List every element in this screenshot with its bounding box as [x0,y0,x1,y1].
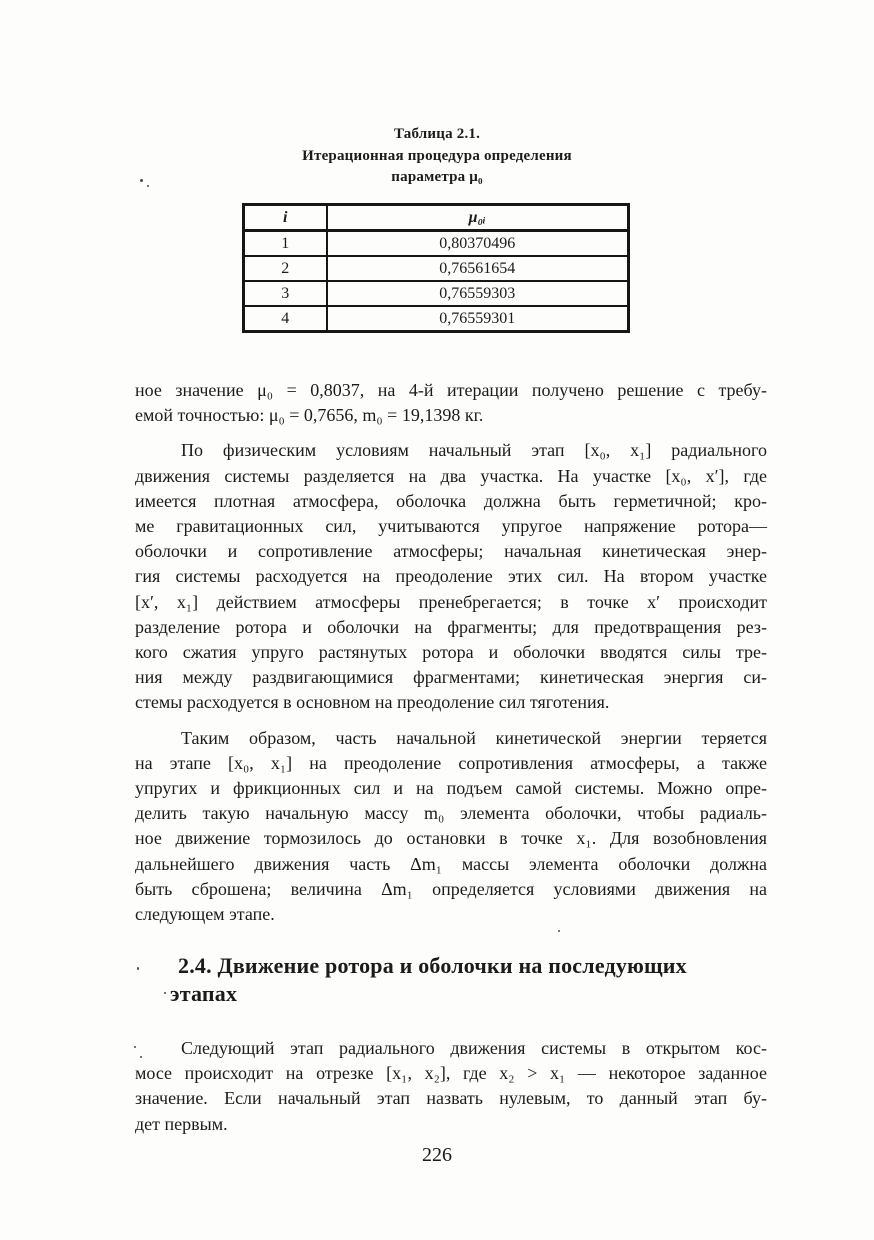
cell-mu-value: 0,76561654 [327,256,629,281]
table-caption [242,124,632,189]
text-line: оболочки и сопротивление атмосферы; начальная кинетическая энер- [135,541,767,562]
scan-speck [140,179,143,182]
text-line: Таким образом, часть начальной кинетической энергии теряется [181,727,767,748]
page-number: 226 [422,1144,452,1166]
text-line: делить такую начальную массу m₀ элемента оболочки, чтобы радиаль- [135,803,767,824]
text-line: движения системы разделяется на два участка. На участке [x₀, x′], где [135,465,767,486]
section-heading-line: 2.4. Движение ротора и оболочки на последующих [178,953,687,978]
body-text-after-heading [135,1036,767,1137]
scan-speck [164,992,166,994]
scan-speck [147,185,149,187]
cell-iteration: 1 [244,231,327,257]
text-line: [x′, x₁] действием атмосферы пренебрегается; в точке x′ происходит [135,591,767,612]
text-line: кого сжатия упруго растянутых ротора и оболочки вводятся силы тре- [135,642,767,663]
text-line: ния между раздвигающимися фрагментами; кинетическая энергия си- [135,667,767,688]
cell-mu-value: 0,76559303 [327,281,629,306]
body-text [135,378,767,927]
paragraph [135,438,767,715]
paragraph [135,726,767,928]
cell-iteration: 2 [244,256,327,281]
text-line: имеется плотная атмосфера, оболочка должна быть герметичной; кро- [135,490,767,511]
text-line: ное движение тормозилось до остановки в точке x₁. Для возобновления [135,828,767,849]
text-line: гия системы расходуется на преодоление этих сил. На втором участке [135,566,767,587]
section-heading-line: этапах [170,981,238,1006]
text-line: мосе происходит на отрезке [x₁, x₂], где x₂ > x₁ — некоторое заданное [135,1063,767,1084]
text-line: ме гравитационных сил, учитываются упругое напряжение ротора— [135,516,767,537]
table-row [244,281,629,306]
table-row [244,256,629,281]
paragraph-continuation [135,378,767,428]
table-header-row [244,205,629,231]
text-line: следующем этапе. [135,904,275,925]
column-header-mu: μ₀ᵢ [327,205,629,231]
table-caption-text: Итерационная процедура определения [302,147,572,164]
text-line: дальнейшего движения часть Δm₁ массы элемента оболочки должна [135,853,767,874]
text-line: По физическим условиям начальный этап [x₀, x₁] радиального [181,440,767,461]
text-line: на этапе [x₀, x₁] на преодоление сопротивления атмосферы, а также [135,752,767,773]
scan-speck [137,967,139,970]
text-line: Следующий этап радиального движения системы в открытом кос- [181,1038,767,1058]
text-line: емой точностью: μ₀ = 0,7656, m₀ = 19,1398 кг. [135,405,484,426]
text-line: разделение ротора и оболочки на фрагменты; для предотвращения рез- [135,616,767,637]
table-caption-text: параметра μ₀ [391,169,483,185]
cell-iteration: 4 [244,306,327,332]
section-heading [170,952,778,1008]
text-line: быть сброшена; величина Δm₁ определяется условиями движения на [135,878,767,899]
cell-iteration: 3 [244,281,327,306]
column-header-iteration: i [244,205,327,231]
text-line: дет первым. [135,1113,228,1134]
paragraph [135,1036,767,1137]
scan-speck [558,930,560,932]
table-row [244,231,629,257]
table-row [244,306,629,332]
text-line: стемы расходуется в основном на преодоление сил тяготения. [135,692,610,713]
text-line: упругих и фрикционных сил и на подъем самой системы. Можно опре- [135,778,767,799]
text-line: значение. Если начальный этап назвать нулевым, то данный этап бу- [135,1088,767,1109]
cell-mu-value: 0,80370496 [327,231,629,257]
table-caption-number: Таблица 2.1. [393,126,481,142]
cell-mu-value: 0,76559301 [327,306,629,332]
text-line: ное значение μ₀ = 0,8037, на 4-й итерации получено решение с требу- [135,380,767,400]
iteration-table [242,203,630,333]
